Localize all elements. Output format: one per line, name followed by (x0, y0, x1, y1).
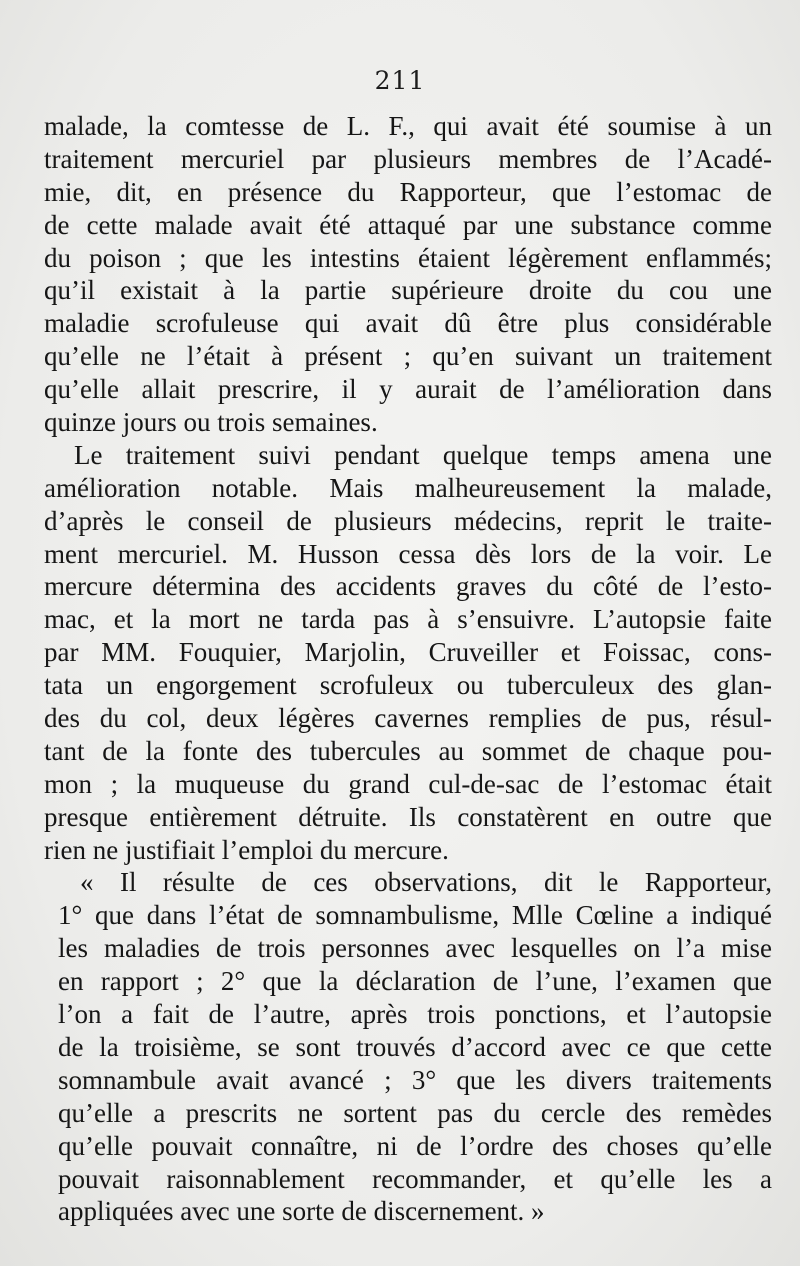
text-line: « Il résulte de ces observations, dit le Rapporteur, (80, 867, 772, 898)
text-line: rien ne justifiait l’emploi du mercure. (44, 834, 449, 865)
text-line: traitement mercuriel par plusieurs membres de l’Acadé- (44, 143, 772, 174)
text-line: d’après le conseil de plusieurs médecins, reprit le traite- (44, 505, 772, 536)
text-line: les maladies de trois personnes avec lesquelles on l’a mise (58, 933, 772, 964)
text-line: mie, dit, en présence du Rapporteur, que l’estomac de (44, 176, 772, 207)
text-line: presque entièrement détruite. Ils constatèrent en outre que (44, 801, 772, 832)
text-line: quinze jours ou trois semaines. (44, 407, 378, 438)
text-line: qu’il existait à la partie supérieure droite du cou une (44, 275, 772, 306)
text-line: ment mercuriel. M. Husson cessa dès lors de la voir. Le (44, 538, 772, 569)
text-line: maladie scrofuleuse qui avait dû être plus considérable (44, 308, 772, 339)
text-line: l’on a fait de l’autre, après trois ponctions, et l’autopsie (58, 999, 772, 1030)
text-line: appliquées avec une sorte de discernement. » (58, 1196, 545, 1227)
text-line: de la troisième, se sont trouvés d’accord avec ce que cette (58, 1031, 772, 1062)
text-line: du poison ; que les intestins étaient légèrement enflammés; (44, 242, 772, 273)
paragraph-1 (44, 110, 772, 439)
text-line: mercure détermina des accidents graves du côté de l’esto- (44, 571, 772, 602)
text-line: amélioration notable. Mais malheureusement la malade, (44, 472, 772, 503)
text-line: qu’elle ne l’était à présent ; qu’en suivant un traitement (44, 341, 772, 372)
body-text (44, 110, 772, 1228)
text-line: par MM. Fouquier, Marjolin, Cruveiller et Foissac, cons- (44, 637, 772, 668)
text-line: somnambule avait avancé ; 3° que les divers traitements (58, 1064, 772, 1095)
text-line: mon ; la muqueuse du grand cul-de-sac de l’estomac était (44, 768, 772, 799)
text-line: pouvait raisonnablement recommander, et qu’elle les a (58, 1163, 772, 1194)
text-line: malade, la comtesse de L. F., qui avait été soumise à un (44, 111, 772, 141)
page-number: 211 (374, 66, 426, 95)
text-line: qu’elle allait prescrire, il y aurait de l’amélioration dans (44, 374, 772, 405)
paragraph-3-quotation (44, 866, 772, 1228)
text-line: tata un engorgement scrofuleux ou tuberculeux des glan- (44, 670, 772, 701)
text-line: tant de la fonte des tubercules au sommet de chaque pou- (44, 735, 772, 766)
text-line: qu’elle pouvait connaître, ni de l’ordre des choses qu’elle (58, 1130, 772, 1161)
text-line: mac, et la mort ne tarda pas à s’ensuivre. L’autopsie faite (44, 604, 772, 635)
text-line: Le traitement suivi pendant quelque temps amena une (74, 439, 772, 470)
text-line: qu’elle a prescrits ne sortent pas du cercle des remèdes (58, 1097, 772, 1128)
paragraph-2 (44, 439, 772, 867)
text-line: de cette malade avait été attaqué par une substance comme (44, 209, 772, 240)
text-line: en rapport ; 2° que la déclaration de l’une, l’examen que (58, 966, 772, 997)
text-line: 1° que dans l’état de somnambulisme, Mlle Cœline a indiqué (58, 900, 772, 931)
text-line: des du col, deux légères cavernes remplies de pus, résul- (44, 703, 772, 734)
